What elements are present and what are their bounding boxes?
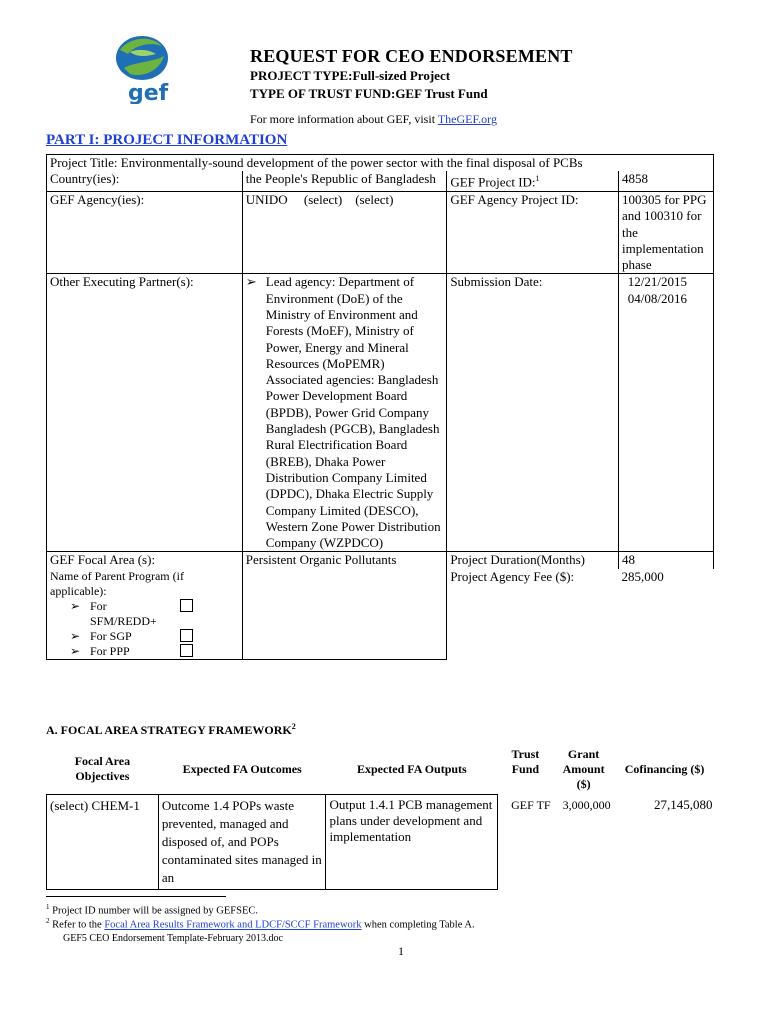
- fee-value: 285,000: [621, 568, 664, 584]
- gef-logo: [100, 32, 182, 104]
- project-title: Project Title: Environmentally-sound development of the power sector with the final disposal of PCBs: [47, 155, 714, 172]
- arrow-bullet-icon: ➢: [70, 598, 81, 613]
- focal-area-table: [46, 745, 716, 890]
- project-info-table: [46, 154, 714, 660]
- country-value: the People's Republic of Bangladesh: [242, 171, 447, 191]
- partners-label: Other Executing Partner(s):: [47, 274, 243, 552]
- parent-program-cell: Name of Parent Program (if applicable): ➢ For SFM/REDD+ ➢ For SGP ➢ For PPP: [47, 569, 243, 660]
- framework-link[interactable]: Focal Area Results Framework and LDCF/SCCF Framework: [104, 919, 362, 931]
- agency-select-2[interactable]: (select): [355, 191, 394, 207]
- output-cell: Output 1.4.1 PCB management plans under development and implementation: [326, 794, 498, 889]
- agency-project-id-value: 100305 for PPG and 100310 for the implementation phase: [619, 191, 714, 273]
- agency-value: UNIDO (select) (select): [242, 191, 447, 273]
- part1-heading: PART I: PROJECT INFORMATION: [46, 132, 288, 148]
- section-a-heading: A. FOCAL AREA STRATEGY FRAMEWORK$^2$: [46, 722, 296, 737]
- checkbox-sfm-redd[interactable]: [180, 599, 193, 612]
- focal-area-value: Persistent Organic Pollutants: [242, 552, 447, 569]
- objective-cell: (select) CHEM-1: [47, 794, 159, 889]
- footnote-separator: [46, 896, 226, 897]
- arrow-bullet-icon: ➢: [70, 643, 81, 658]
- submission-label: Submission Date:: [447, 274, 619, 552]
- grant-cell: 3,000,000: [562, 798, 611, 812]
- partners-value: ➢ Lead agency: Department of Environment (DoE) of the Ministry of Environment and Forests (MoEF), Ministry of Power, Energy and Mineral Resources (MoPEMR) Associated agencies: Bangladesh Power Development Board (BPDB), Power Grid Company Bangladesh (PGCB), Bangladesh Rural Electrification Board (BREB), Dhaka Power Distribution Company Limited (DPDC), Dhaka Electric Supply Company Limited (DESCO), Western Zone Power Distribution Company (WZPDCO): [242, 274, 447, 552]
- gef-website-link[interactable]: TheGEF.org: [437, 112, 497, 126]
- project-type-line: PROJECT TYPE:Full-sized Project: [250, 68, 451, 83]
- agency-select-1[interactable]: (select): [303, 191, 343, 207]
- col-outputs: Expected FA Outputs: [356, 761, 467, 776]
- page-number: 1: [398, 944, 404, 958]
- trust-fund-cell: GEF TF: [511, 798, 551, 812]
- footnote-2: $^2$ Refer to the Focal Area Results Framework and LDCF/SCCF Framework when completing Table A.: [46, 917, 475, 931]
- parent-program-value: [242, 569, 447, 660]
- trust-fund-line: TYPE OF TRUST FUND:GEF Trust Fund: [250, 86, 488, 101]
- checkbox-sgp[interactable]: [180, 629, 193, 642]
- focal-area-label: GEF Focal Area (s):: [47, 552, 243, 569]
- table-header-row: [47, 745, 716, 794]
- more-info-line: For more information about GEF, visit TheGEF.org: [250, 112, 497, 126]
- checkbox-ppp[interactable]: [180, 644, 193, 657]
- agency-label: GEF Agency(ies):: [47, 191, 243, 273]
- col-outcomes: Expected FA Outcomes: [182, 761, 302, 776]
- col-cofinancing: Cofinancing ($): [624, 762, 705, 776]
- outcome-cell: Outcome 1.4 POPs waste prevented, managed and disposed of, and POPs contaminated sites managed in an: [158, 794, 326, 889]
- table-row: [47, 794, 716, 889]
- col-trust-fund: Trust Fund: [511, 747, 540, 776]
- footnote-1: $^1$ Project ID number will be assigned by GEFSEC.: [46, 903, 259, 917]
- country-label: Country(ies):: [47, 171, 243, 191]
- arrow-bullet-icon: ➢: [70, 628, 81, 643]
- submission-dates: 12/21/2015 04/08/2016: [619, 274, 714, 552]
- duration-label: Project Duration(Months): [447, 552, 619, 569]
- fee-label: Project Agency Fee ($):: [447, 569, 619, 660]
- cofinancing-cell: 27,145,080: [654, 797, 713, 812]
- col-grant-amount: Grant Amount ($): [562, 747, 605, 791]
- arrow-bullet-icon: ➢: [245, 274, 257, 290]
- gef-project-id-label: GEF Project ID:$^1$: [447, 171, 619, 191]
- duration-value: 48: [619, 552, 714, 569]
- col-objectives: Focal Area Objectives: [74, 754, 131, 784]
- svg-text:gef: gef: [128, 81, 169, 104]
- template-footer: GEF5 CEO Endorsement Template-February 2013.doc: [63, 933, 283, 944]
- gef-project-id-value: 4858: [619, 171, 714, 191]
- agency-project-id-label: GEF Agency Project ID:: [447, 191, 619, 273]
- document-title: REQUEST FOR CEO ENDORSEMENT: [250, 46, 573, 66]
